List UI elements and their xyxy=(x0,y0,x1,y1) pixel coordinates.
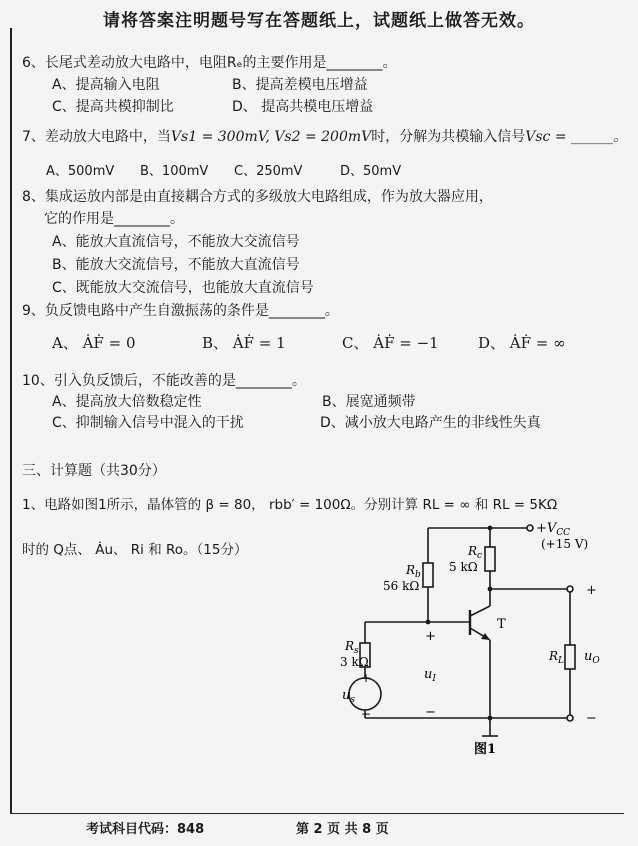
q7-option-c: C、250mV xyxy=(234,164,303,179)
rc-resistor xyxy=(485,547,495,571)
rc-value: 5 kΩ xyxy=(449,560,478,574)
vcc-label: $+V_{CC}$ xyxy=(536,521,571,538)
rs-value: 3 kΩ xyxy=(340,655,369,669)
rc-label: $R_c$ xyxy=(468,544,483,561)
q6-option-a: A、提高输入电阻 xyxy=(52,77,160,93)
q6-option-b: B、提高差模电压增益 xyxy=(232,77,368,93)
transistor-label: T xyxy=(497,617,506,632)
section3-title: 三、计算题（共30分） xyxy=(22,463,166,479)
q10-option-a: A、提高放大倍数稳定性 xyxy=(52,394,202,410)
q10-stem: 10、引入负反馈后，不能改善的是________。 xyxy=(22,373,306,389)
junction-rc-vcc xyxy=(488,526,493,531)
footer-page-number: 第 2 页 共 8 页 xyxy=(296,822,389,837)
output-terminal-bottom xyxy=(567,715,573,721)
q6-stem: 6、长尾式差动放大电路中，电阻Rₑ的主要作用是________。 xyxy=(22,55,397,71)
q9-stem: 9、负反馈电路中产生自激振荡的条件是________。 xyxy=(22,303,339,319)
transistor-collector xyxy=(470,606,490,616)
rb-label: $R_b$ xyxy=(406,563,421,580)
rb-value: 56 kΩ xyxy=(383,579,420,593)
q8-option-c: C、既能放大交流信号，也能放大直流信号 xyxy=(52,280,314,296)
q9-option-b: B、 ȦḞ = 1 xyxy=(202,334,286,352)
footer-subject-code: 考试科目代码：848 xyxy=(86,822,205,837)
figure-caption: 图1 xyxy=(474,742,497,757)
rs-label: $R_s$ xyxy=(345,639,359,656)
section3-q1-line2: 时的 Q点、 Ȧu、 Ri 和 Ro。（15分） xyxy=(22,542,248,558)
q10-option-b: B、展宽通频带 xyxy=(322,394,416,410)
vcc-value: (+15 V) xyxy=(541,537,589,551)
q6-option-c: C、提高共模抑制比 xyxy=(52,99,174,115)
q7-stem-prefix: 7、差动放大电路中，当 xyxy=(22,129,171,145)
q8-option-b: B、能放大交流信号，不能放大直流信号 xyxy=(52,257,300,273)
us-plus: + xyxy=(361,671,372,685)
output-terminal-top xyxy=(567,586,573,592)
q7-formula: Vs1 = 300mV, Vs2 = 200mV xyxy=(170,129,372,145)
us-minus: − xyxy=(361,707,372,721)
junction-ground xyxy=(488,716,493,721)
q6-option-d: D、 提高共模电压增益 xyxy=(232,99,374,115)
q7-stem-suffix: 时，分解为共模输入信号 xyxy=(371,129,526,145)
section3-q1-line1: 1、电路如图1所示，晶体管的 β = 80， rbb′ = 100Ω。分别计算 RL = ∞ 和 RL = 5KΩ xyxy=(22,497,558,513)
emitter-arrow xyxy=(481,633,490,640)
q7-option-b: B、100mV xyxy=(140,164,209,179)
q8-stem-line2: 它的作用是________。 xyxy=(44,211,184,227)
page-header: 请将答案注明题号写在答题纸上，试题纸上做答无效。 xyxy=(103,11,535,31)
footer-divider xyxy=(12,813,624,814)
uo-label: $u_O$ xyxy=(584,649,600,666)
uo-plus: + xyxy=(586,583,597,598)
q7-option-d: D、50mV xyxy=(340,164,402,179)
ui-plus: + xyxy=(425,629,436,644)
q9-option-d: D、 ȦḞ = ∞ xyxy=(478,334,566,352)
q8-option-a: A、能放大直流信号，不能放大交流信号 xyxy=(52,234,300,250)
uo-minus: − xyxy=(586,711,597,726)
rb-resistor xyxy=(423,563,433,587)
q9-option-a: A、 ȦḞ = 0 xyxy=(52,334,136,352)
q7-vsc: Vsc = ______。 xyxy=(525,129,628,145)
ui-minus: − xyxy=(425,705,436,720)
q8-stem-line1: 8、集成运放内部是由直接耦合方式的多级放大电路组成，作为放大器应用， xyxy=(22,189,493,205)
rl-label: $R_L$ xyxy=(549,649,565,666)
q10-option-c: C、抑制输入信号中混入的干扰 xyxy=(52,415,244,431)
rl-resistor xyxy=(565,645,575,669)
vcc-terminal xyxy=(527,525,533,531)
ui-label: $u_I$ xyxy=(424,667,436,684)
junction-collector xyxy=(488,587,493,592)
q7-option-a: A、500mV xyxy=(46,164,115,179)
junction-base xyxy=(426,620,431,625)
q10-option-d: D、减小放大电路产生的非线性失真 xyxy=(320,415,541,431)
us-label: $u_s$ xyxy=(342,688,355,705)
q9-option-c: C、 ȦḞ = −1 xyxy=(342,334,439,352)
